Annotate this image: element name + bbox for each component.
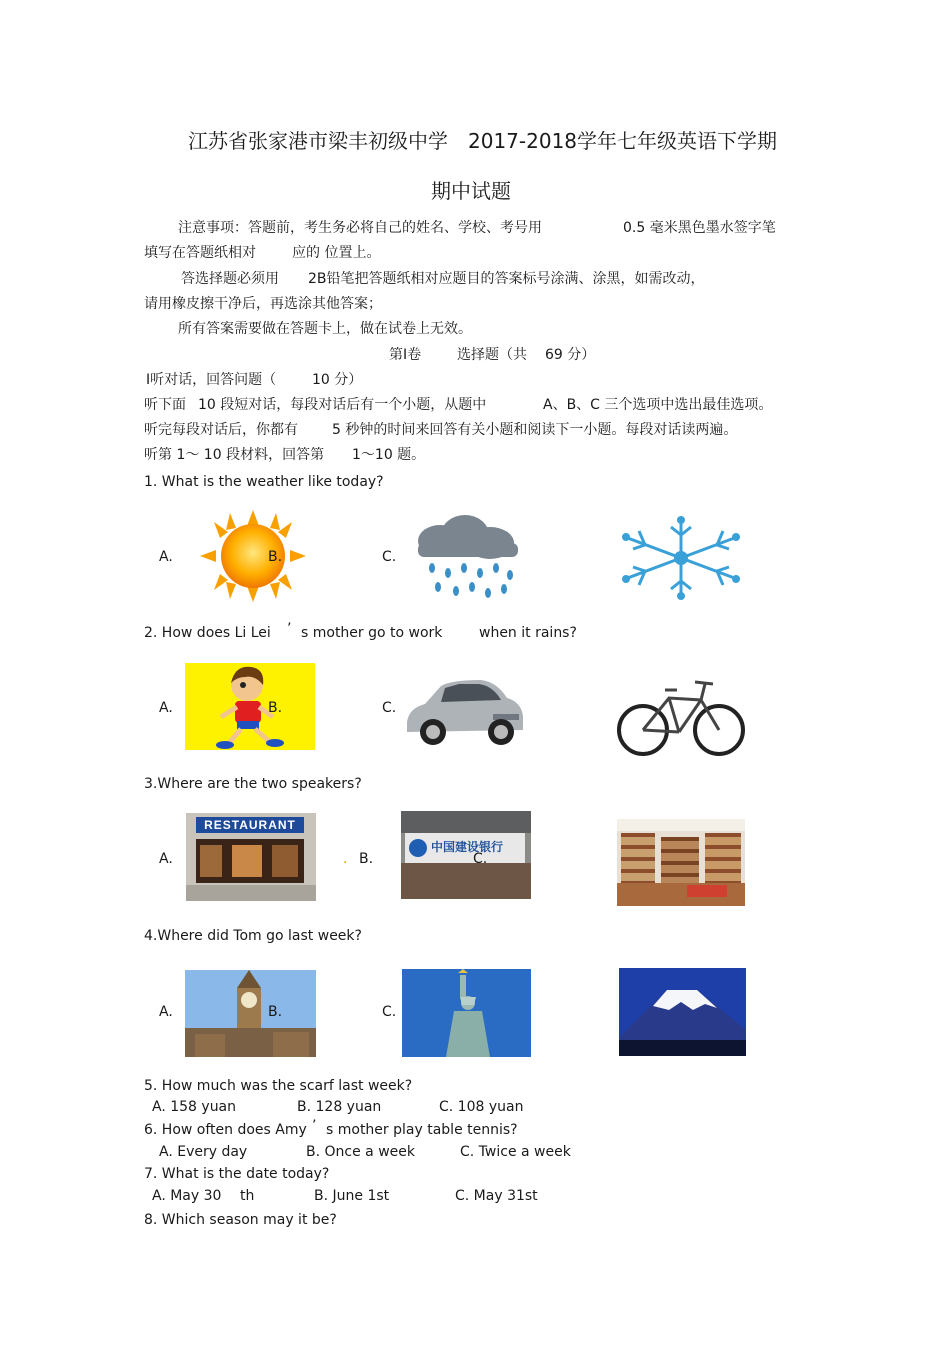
q4-option-c: C. xyxy=(382,1004,397,1020)
section-type: 选择题（共 xyxy=(457,347,527,363)
q3-option-a: A. xyxy=(159,851,173,867)
sun-picture xyxy=(190,510,316,602)
q4-option-a: A. xyxy=(159,1004,173,1020)
question-4: 4.Where did Tom go last week? xyxy=(144,928,362,944)
library-picture xyxy=(617,819,745,906)
instr-line-3a: 听第 1～ 10 段材料，回答第 xyxy=(144,447,325,463)
q6-option-c: C. Twice a week xyxy=(460,1144,571,1160)
instr-line-1c: A、B、C 三个选项中选出最佳选项。 xyxy=(543,397,773,413)
part1-score: 10 分） xyxy=(312,372,363,388)
q7-option-b: B. June 1st xyxy=(314,1188,390,1204)
walking-boy-picture xyxy=(185,663,315,750)
statue-of-liberty-picture xyxy=(402,969,531,1057)
question-7: 7. What is the date today? xyxy=(144,1166,330,1182)
q3-dot: . xyxy=(343,851,348,867)
q6-option-a: A. Every day xyxy=(159,1144,248,1160)
instr-line-1b: 10 段短对话，每段对话后有一个小题，从题中 xyxy=(198,397,487,413)
question-1: 1. What is the weather like today? xyxy=(144,474,384,490)
q4-option-b: B. xyxy=(268,1004,283,1020)
question-2-part-2: s mother go to work xyxy=(301,625,443,641)
note-line-1b: 0.5 毫米黑色墨水签字笔 xyxy=(623,220,776,236)
title-line-1: 江苏省张家港市梁丰初级中学 2017-2018学年七年级英语下学期 xyxy=(188,129,778,153)
q2-option-c: C. xyxy=(382,700,397,716)
question-2-part-3: when it rains? xyxy=(479,625,577,641)
note-line-4: 请用橡皮擦干净后，再选涂其他答案； xyxy=(144,296,382,312)
question-5: 5. How much was the scarf last week? xyxy=(144,1078,413,1094)
q2-option-a: A. xyxy=(159,700,173,716)
question-2-apostrophe: ’ xyxy=(287,621,292,637)
bicycle-picture xyxy=(615,670,747,763)
q7-option-a: A. May 30 xyxy=(152,1188,222,1204)
instr-line-3b: 1～10 题。 xyxy=(352,447,426,463)
note-line-2a: 填写在答题纸相对 xyxy=(144,245,256,261)
instr-line-2a: 听完每段对话后，你都有 xyxy=(144,422,298,438)
q3-option-b: B. xyxy=(359,851,374,867)
instr-line-2b: 5 秒钟的时间来回答有关小题和阅读下一小题。每段对话读两遍。 xyxy=(332,422,738,438)
title-line-2: 期中试题 xyxy=(431,179,511,203)
car-picture xyxy=(401,672,527,754)
q5-option-a: A. 158 yuan xyxy=(152,1099,237,1115)
section-score: 69 分） xyxy=(545,347,596,363)
note-line-3b: 2B铅笔把答题纸相对应题目的答案标号涂满、涂黑，如需改动， xyxy=(308,271,705,287)
restaurant-picture xyxy=(186,813,316,901)
restaurant-sign: RESTAURANT xyxy=(196,817,304,833)
q6-option-b: B. Once a week xyxy=(306,1144,415,1160)
bank-sign: 中国建设银行 xyxy=(431,840,504,854)
question-8: 8. Which season may it be? xyxy=(144,1212,337,1228)
note-line-2b: 应的 位置上。 xyxy=(292,245,381,261)
question-6-apostrophe: ’ xyxy=(312,1118,317,1134)
q7-option-c: C. May 31st xyxy=(455,1188,538,1204)
question-3: 3.Where are the two speakers? xyxy=(144,776,362,792)
question-6-part-2: s mother play table tennis? xyxy=(326,1122,518,1138)
big-ben-picture xyxy=(185,970,316,1057)
instr-line-1a: 听下面 xyxy=(144,397,186,413)
part1-heading: Ⅰ听对话，回答问题（ xyxy=(146,372,277,388)
rain-cloud-picture xyxy=(410,513,520,603)
note-line-1a: 注意事项：答题前，考生务必将自己的姓名、学校、考号用 xyxy=(178,220,542,236)
q3-option-c: C. xyxy=(473,851,488,867)
snowflake-picture xyxy=(617,515,745,601)
question-6-part-1: 6. How often does Amy xyxy=(144,1122,307,1138)
q2-option-b: B. xyxy=(268,700,283,716)
q5-option-b: B. 128 yuan xyxy=(297,1099,382,1115)
q5-option-c: C. 108 yuan xyxy=(439,1099,524,1115)
question-2-part-1: 2. How does Li Lei xyxy=(144,625,271,641)
q7-option-a-suffix: th xyxy=(240,1188,255,1204)
q1-option-c: C. xyxy=(382,549,397,565)
section-volume: 第Ⅰ卷 xyxy=(389,347,422,363)
note-line-5: 所有答案需要做在答题卡上，做在试卷上无效。 xyxy=(178,321,472,337)
bank-picture xyxy=(401,811,531,899)
mount-fuji-picture xyxy=(619,968,746,1056)
note-line-3a: 答选择题必须用 xyxy=(181,271,279,287)
q1-option-b: B. xyxy=(268,549,283,565)
q1-option-a: A. xyxy=(159,549,173,565)
